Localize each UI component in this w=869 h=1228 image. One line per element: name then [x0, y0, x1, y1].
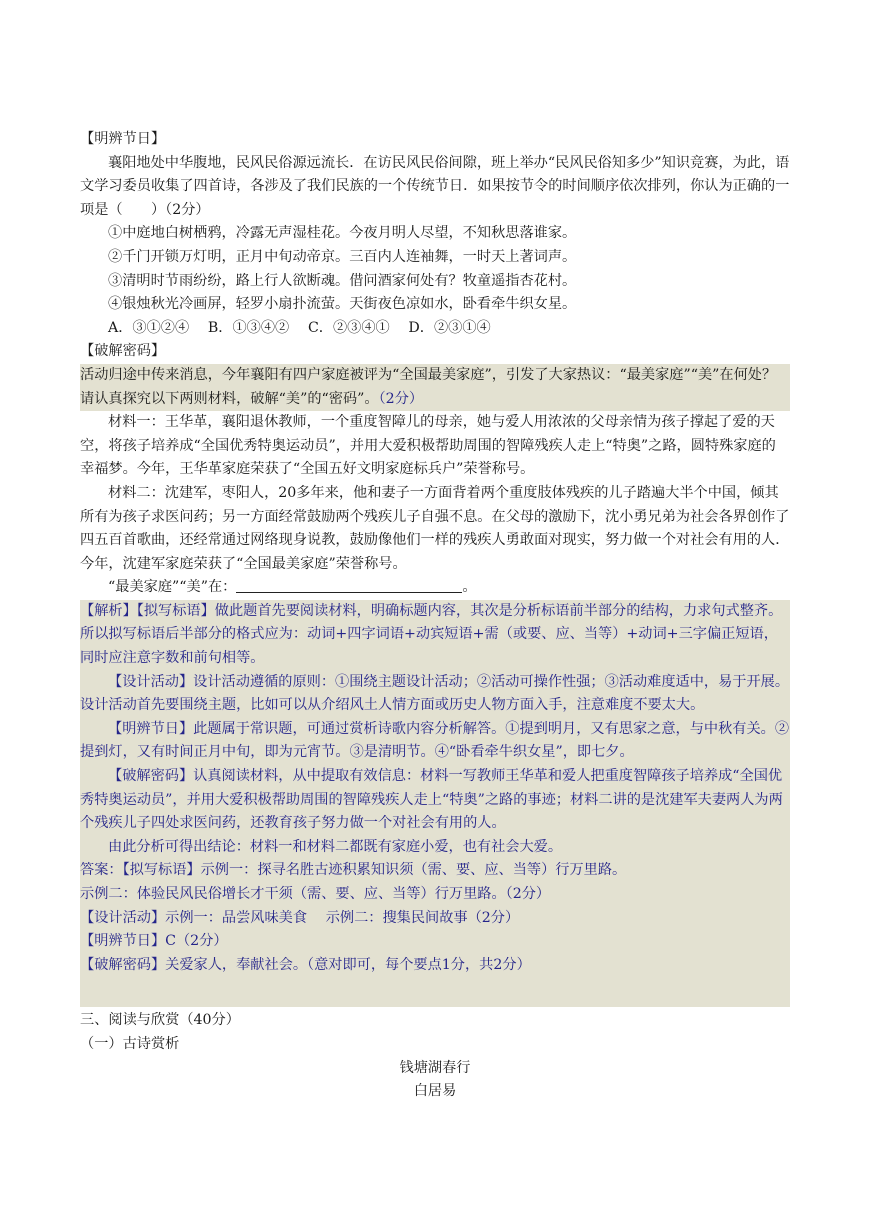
analysis-festivals: 【明辨节日】此题属于常识题，可通过赏析诗歌内容分析解答。①提到明月，又有思家之意，与中秋有关。②提到灯，又有时间正月中旬，即为元宵节。③是清明节。④“卧看牵牛织女星”，即七夕。	[80, 720, 790, 761]
decode-task-score: （2分）	[378, 390, 424, 407]
material-1: 材料一：王华革，襄阳退休教师，一个重度智障儿的母亲，她与爱人用浓浓的父母亲情为孩子撑起了爱的天空，将孩子培养成“全国优秀特奥运动员”，并用大爱积极帮助周围的智障残疾人走上“特奥”之路，圆特殊家庭的幸福梦。今年，王华革家庭荣获了“全国五好文明家庭标兵户”荣誉称号。	[80, 414, 776, 478]
answer-blank[interactable]	[236, 578, 462, 593]
fill-in-end: 。	[462, 579, 477, 596]
document-page	[80, 128, 790, 1104]
decode-task-text: 活动归途中传来消息，今年襄阳有四户家庭被评为“全国最美家庭”，引发了大家热议：“最美家庭”“美”在何处？请认真探究以下两则材料，破解“美”的“密码”。	[80, 366, 777, 407]
festival-question: 襄阳地处中华腹地，民风民俗源远流长．在访民风民俗间隙，班上举办“民风民俗知多少”知识竞赛，为此，语文学习委员收集了四首诗，各涉及了我们民族的一个传统节日．如果按节令的时间顺序依次排列，你认为正确的一项是（ ）（2分）	[80, 154, 790, 218]
answer-slogan-2: 示例二：体验民风民俗增长才干须（需、要、应、当等）行万里路。（2分）	[80, 886, 551, 902]
poem-author: 白居易	[413, 1083, 457, 1100]
analysis-decode: 【破解密码】认真阅读材料，从中提取有效信息：材料一写教师王华革和爱人把重度智障孩子培养成“全国优秀特奥运动员”，并用大爱积极帮助周围的智障残疾人走上“特奥”之路的事迹；材料二讲的是沈建军夫妻两人为两个残疾儿子四处求医问药，还教育孩子努力做一个对社会有用的人。	[80, 768, 783, 832]
answer-slogan-1: 答案：【拟写标语】示例一：探寻名胜古迹积累知识须（需、要、应、当等）行万里路。	[80, 862, 627, 879]
fill-in-prompt: “最美家庭”“美”在：	[108, 579, 237, 596]
section-heading-decode: 【破解密码】	[80, 343, 166, 360]
section-heading-festivals: 【明辨节日】	[80, 131, 166, 147]
decode-task	[80, 364, 790, 411]
poem-2: ②千门开锁万灯明，正月中旬动帝京。三百内人连袖舞，一时天上著词声。	[108, 248, 577, 265]
answer-festival: 【明辨节日】C（2分）	[80, 933, 228, 950]
analysis-block	[80, 600, 790, 1008]
poem-1: ①中庭地白树栖鸦，冷露无声湿桂花。今夜月明人尽望，不知秋思落谁家。	[108, 225, 577, 242]
poem-title: 钱塘湖春行	[399, 1059, 471, 1076]
material-2: 材料二：沈建军，枣阳人，20多年来，他和妻子一方面背着两个重度肢体残疾的儿子踏遍大半个中国，倾其所有为孩子求医问药；另一方面经常鼓励两个残疾儿子自强不息。在父母的激励下，沈小勇兄弟为社会各界创作了四五百首歌曲，还经常通过网络现身说教，鼓励像他们一样的残疾人勇敢面对现实，努力做一个对社会有用的人．今年，沈建军家庭荣获了“全国最美家庭”荣誉称号。	[80, 484, 790, 572]
subsection-heading-poetry: （一）古诗赏析	[80, 1035, 180, 1052]
answer-activity: 【设计活动】示例一：品尝风味美食 示例二：搜集民间故事（2分）	[80, 909, 520, 926]
analysis-slogan: 【解析】【拟写标语】做此题首先要阅读材料，明确标题内容，其次是分析标语前半部分的结构，力求句式整齐。所以拟写标语后半部分的格式应为：动词+四字词语+动宾短语+需（或要、应、当等）+动词+三字偏正短语，同时应注意字数和前句相等。	[80, 602, 783, 667]
answer-decode: 【破解密码】关爱家人，奉献社会。（意对即可，每个要点1分，共2分）	[80, 956, 531, 973]
poem-4: ④银烛秋光冷画屏，轻罗小扇扑流萤。天街夜色凉如水，卧看牵牛织女星。	[108, 296, 577, 313]
section-heading-reading: 三、阅读与欣赏（40分）	[80, 1012, 240, 1029]
fill-in-line	[80, 576, 790, 600]
analysis-activity: 【设计活动】设计活动遵循的原则：①围绕主题设计活动；②活动可操作性强；③活动难度适中，易于开展。设计活动首先要围绕主题，比如可以从介绍风土人情方面或历史人物方面入手，注意难度不要太大。	[80, 673, 790, 714]
analysis-conclusion: 由此分析可得出结论：材料一和材料二都既有家庭小爱，也有社会大爱。	[108, 838, 563, 855]
poem-3: ③清明时节雨纷纷，路上行人欲断魂。借问酒家何处有？牧童遥指杏花村。	[108, 272, 577, 289]
answer-options: A．③①②④ B．①③④② C．②③④① D．②③①④	[108, 319, 491, 336]
